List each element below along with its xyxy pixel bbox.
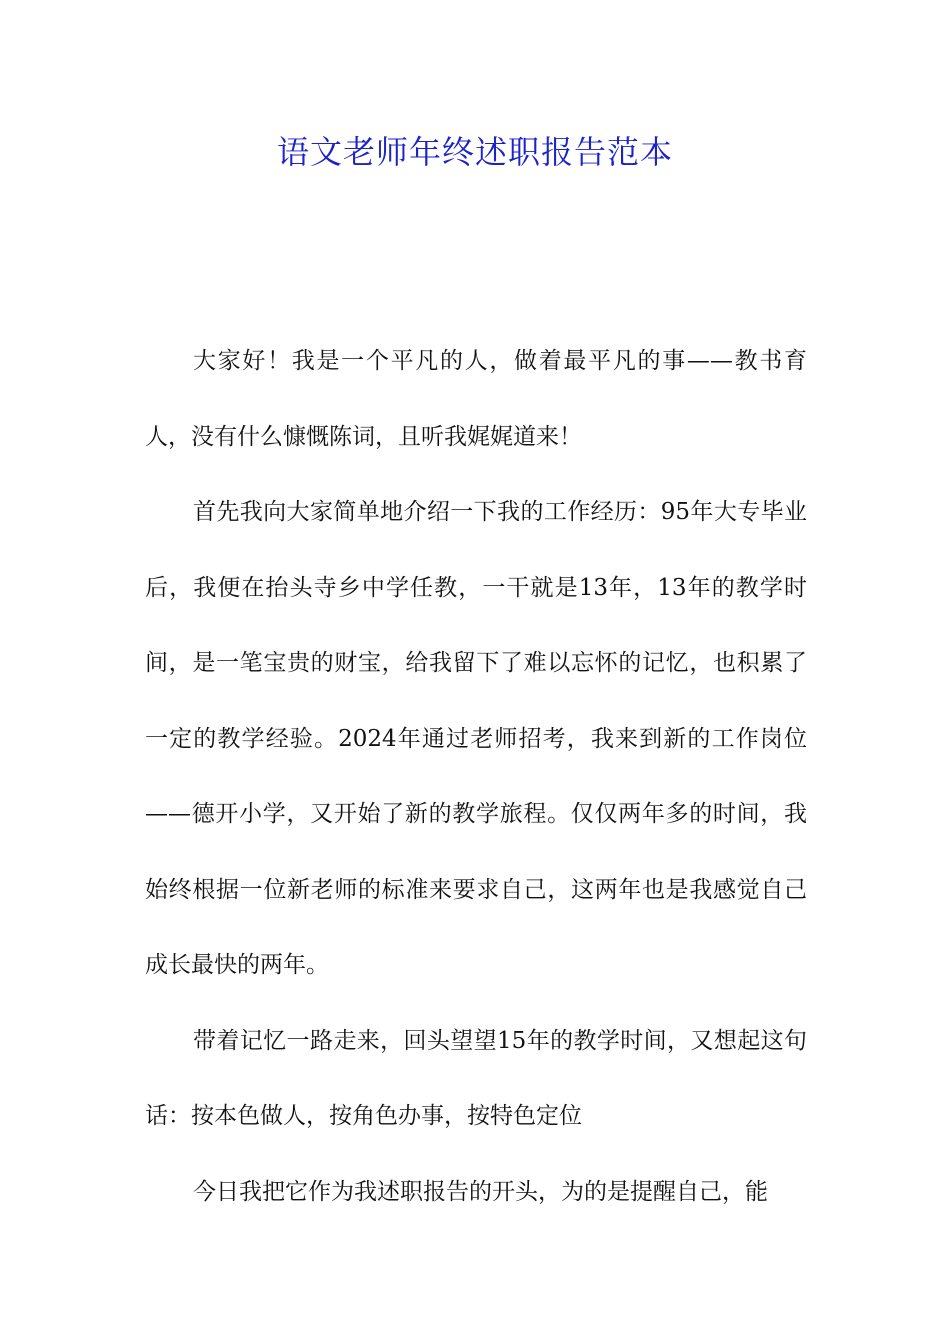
paragraph-memory: 带着记忆一路走来，回头望望15年的教学时间，又想起这句话：按本色做人，按角色办事，按特色定位 bbox=[145, 1027, 807, 1129]
document-body bbox=[145, 324, 807, 1230]
paragraph-work-history: 首先我向大家简单地介绍一下我的工作经历：95年大专毕业后，我便在抬头寺乡中学任教，一干就是13年，13年的教学时间，是一笔宝贵的财宝，给我留下了难以忘怀的记忆，也积累了一定的教学经验。2024年通过老师招考，我来到新的工作岗位——德开小学，又开始了新的教学旅程。仅仅两年多的时间，我始终根据一位新老师的标准来要求自己，这两年也是我感觉自己成长最快的两年。 bbox=[145, 499, 807, 978]
document-title: 语文老师年终述职报告范本 bbox=[276, 133, 673, 171]
paragraph-greeting: 大家好！我是一个平凡的人，做着最平凡的事——教书育人，没有什么慷慨陈词，且听我娓娓道来！ bbox=[145, 348, 807, 450]
paragraph-reminder: 今日我把它作为我述职报告的开头，为的是提醒自己，能 bbox=[193, 1178, 768, 1205]
